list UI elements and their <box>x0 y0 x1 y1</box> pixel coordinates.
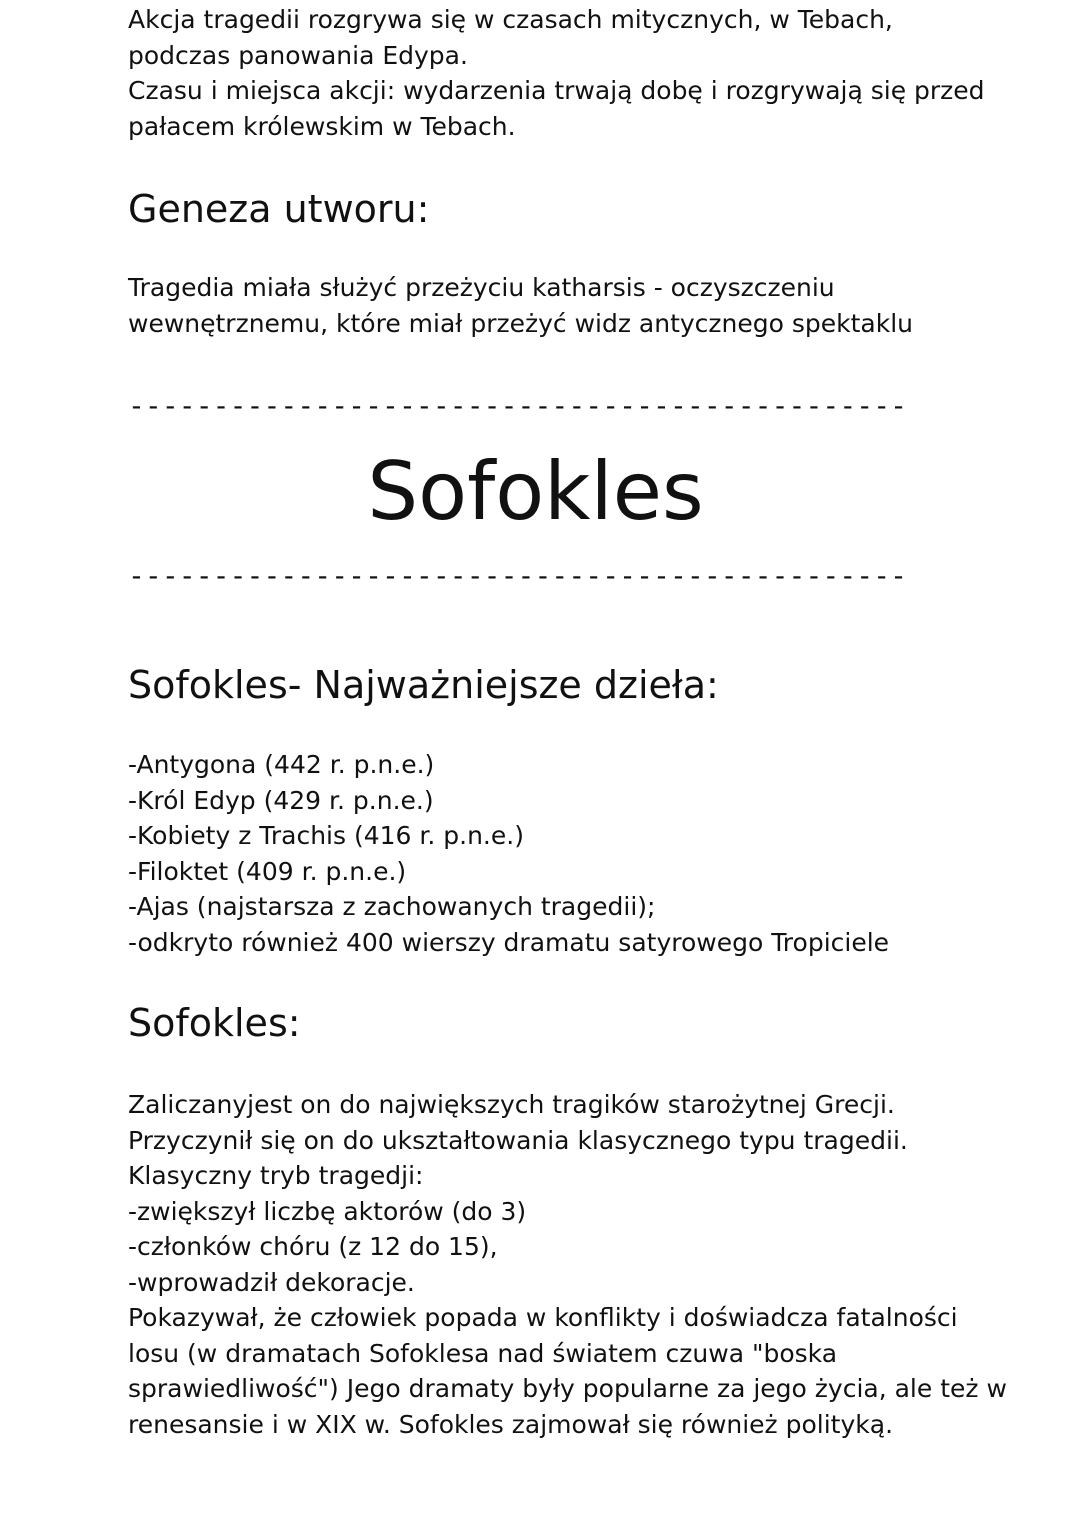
sofokles-heading: Sofokles: <box>128 1001 301 1045</box>
list-item: -Antygona (442 r. p.n.e.) <box>128 750 435 779</box>
sofokles-line: -wprowadził dekoracje. <box>128 1267 415 1297</box>
list-item: -odkryto również 400 wierszy dramatu satyrowego Tropiciele <box>128 927 890 957</box>
sofokles-line: Pokazywał, że człowiek popada w konflikty i doświadcza fatalności <box>128 1303 958 1332</box>
sofokles-line: -zwiększył liczbę aktorów (do 3) <box>128 1196 527 1226</box>
works-list <box>128 747 889 960</box>
geneza-paragraph <box>128 270 913 341</box>
sofokles-line: Przyczynił się on do ukształtowania klasycznego typu tragedii. <box>128 1125 908 1155</box>
divider-bottom: ---------------------------------------------- <box>128 562 908 590</box>
intro-line: podczas panowania Edypa. <box>128 40 468 70</box>
sofokles-line: -członków chóru (z 12 do 15), <box>128 1232 498 1261</box>
sofokles-line: Zaliczanyjest on do największych tragików starożytnej Grecji. <box>128 1090 895 1119</box>
sofokles-line: Klasyczny tryb tragedji: <box>128 1161 424 1190</box>
list-item: -Kobiety z Trachis (416 r. p.n.e.) <box>128 821 524 850</box>
main-title: Sofokles <box>367 445 704 538</box>
sofokles-line: sprawiedliwość") Jego dramaty były popularne za jego życia, ale też w <box>128 1374 1007 1403</box>
intro-line: pałacem królewskim w Tebach. <box>128 111 516 141</box>
intro-line: Akcja tragedii rozgrywa się w czasach mitycznych, w Tebach, <box>128 5 893 34</box>
intro-paragraph <box>128 2 985 144</box>
geneza-heading: Geneza utworu: <box>128 187 430 231</box>
list-item: -Filoktet (409 r. p.n.e.) <box>128 856 407 886</box>
divider-top: ---------------------------------------------- <box>128 392 908 420</box>
sofokles-paragraph <box>128 1087 1007 1442</box>
geneza-line: Tragedia miała służyć przeżyciu katharsis - oczyszczeniu <box>128 273 835 302</box>
sofokles-line: losu (w dramatach Sofoklesa nad światem czuwa "boska <box>128 1338 838 1368</box>
sofokles-line: renesansie i w XIX w. Sofokles zajmował się również polityką. <box>128 1409 894 1439</box>
list-item: -Król Edyp (429 r. p.n.e.) <box>128 785 434 815</box>
geneza-line: wewnętrznemu, które miał przeżyć widz antycznego spektaklu <box>128 308 914 338</box>
works-heading: Sofokles- Najważniejsze dzieła: <box>128 663 719 707</box>
list-item: -Ajas (najstarsza z zachowanych tragedii); <box>128 892 656 921</box>
intro-line: Czasu i miejsca akcji: wydarzenia trwają dobę i rozgrywają się przed <box>128 76 985 105</box>
